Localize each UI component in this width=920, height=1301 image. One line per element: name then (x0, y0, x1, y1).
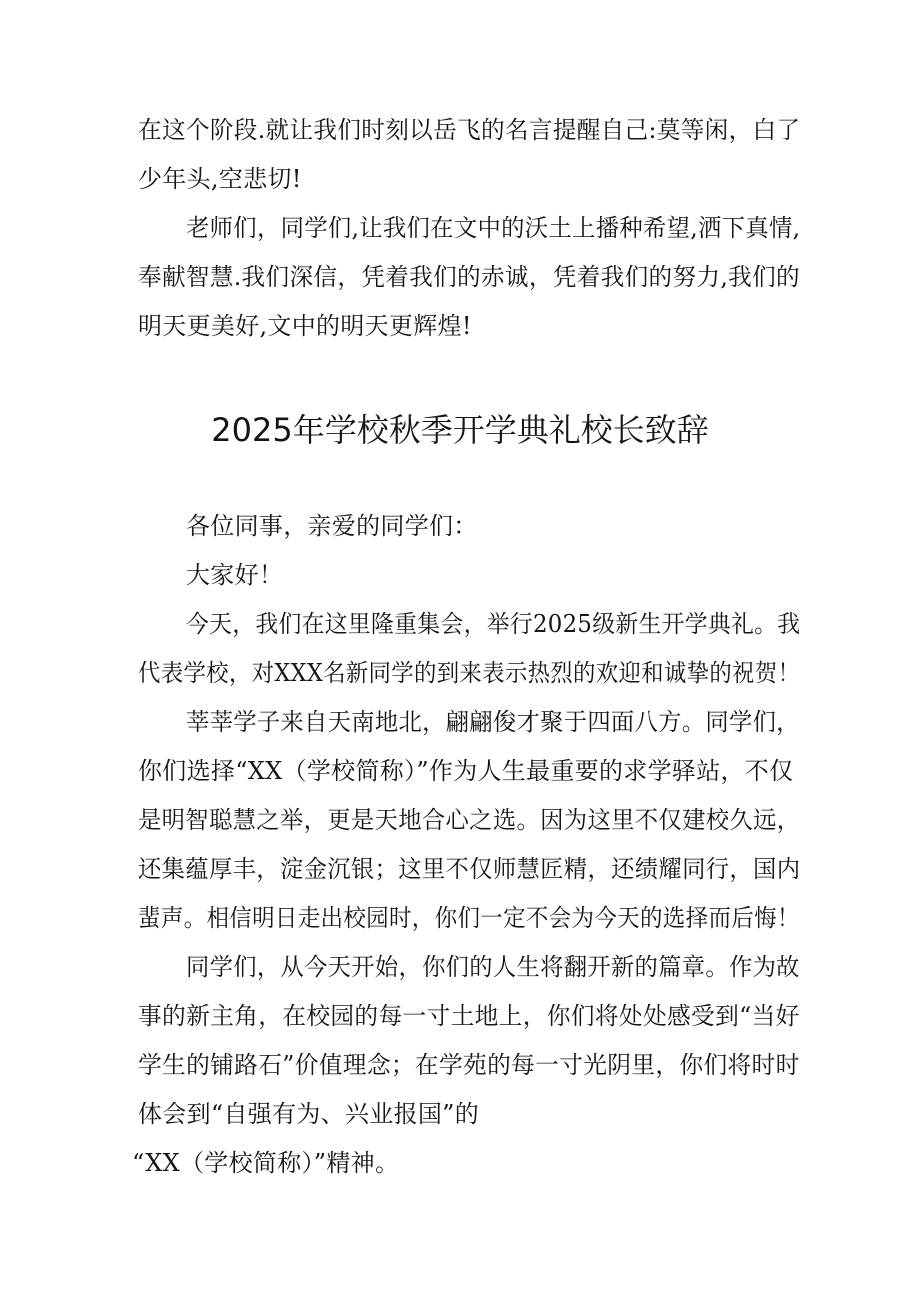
text-line: 是明智聪慧之举，更是天地合心之选。因为这里不仅建校久远， (138, 806, 801, 834)
text-line: 还集蕴厚丰，淀金沉银；这里不仅师慧匠精，还绩耀同行，国内 (138, 855, 801, 883)
text-line: 你们选择“XX（学校简称）”作为人生最重要的求学驿站，不仅 (138, 757, 794, 785)
text-line: 明天更美好,文中的明天更辉煌! (138, 312, 472, 340)
text-line: 体会到“自强有为、兴业报国”的 (138, 1100, 480, 1128)
text-line: 莘莘学子来自天南地北，翩翩俊才聚于四面八方。同学们， (186, 708, 800, 736)
text-line: 蜚声。相信明日走出校园时，你们一定不会为今天的选择而后悔！ (138, 904, 800, 932)
salutation: 各位同事，亲爱的同学们： (186, 512, 478, 540)
text-line: 同学们，从今天开始，你们的人生将翻开新的篇章。作为故 (186, 953, 800, 981)
text-line: 事的新主角，在校园的每一寸土地上，你们将处处感受到“当好 (138, 1002, 800, 1030)
text-line: 今天，我们在这里隆重集会，举行2025级新生开学典礼。我 (186, 610, 801, 638)
greeting: 大家好！ (186, 561, 284, 589)
text-line: 学生的铺路石”价值理念；在学苑的每一寸光阴里，你们将时时 (138, 1051, 800, 1079)
text-line: 在这个阶段.就让我们时刻以岳飞的名言提醒自己:莫等闲，白了 (138, 116, 801, 144)
text-line: 老师们，同学们,让我们在文中的沃土上播种希望,洒下真情, (186, 214, 801, 242)
document-title: 2025年学校秋季开学典礼校长致辞 (211, 411, 709, 449)
text-line: 奉献智慧.我们深信，凭着我们的赤诚，凭着我们的努力,我们的 (138, 263, 800, 291)
text-line: “XX（学校简称）”精神。 (132, 1149, 400, 1177)
text-line: 少年头,空悲切! (138, 165, 302, 193)
text-line: 代表学校，对XXX名新同学的到来表示热烈的欢迎和诚挚的祝贺！ (138, 659, 801, 687)
